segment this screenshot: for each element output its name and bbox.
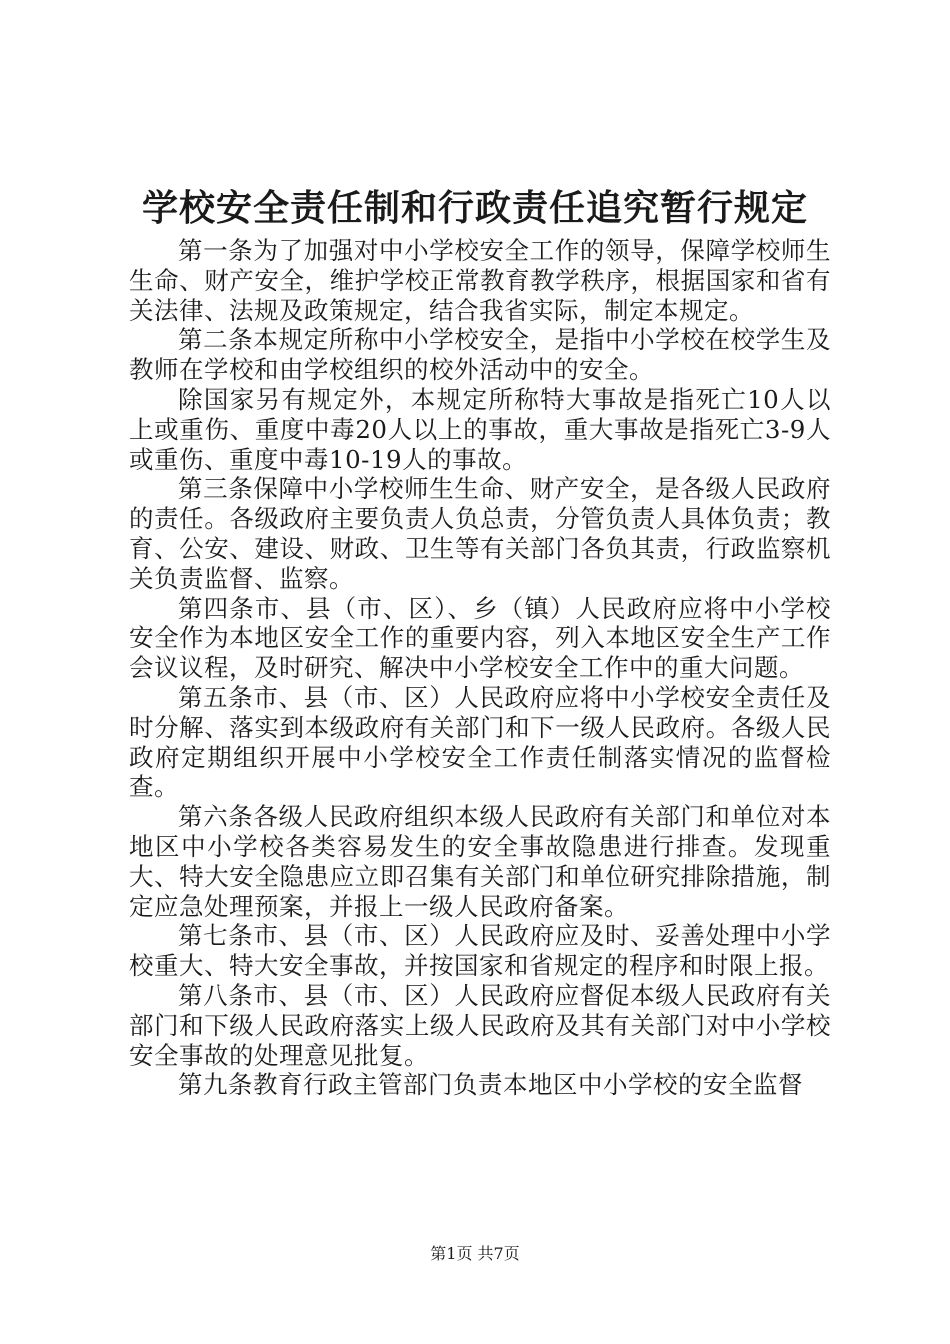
paragraph-article-5: 第五条市、县（市、区）人民政府应将中小学校安全责任及时分解、落实到本级政府有关部门和下一级人民政府。各级人民政府定期组织开展中小学校安全工作责任制落实情况的监督检查。: [129, 682, 831, 802]
paragraph-article-3: 第三条保障中小学校师生生命、财产安全，是各级人民政府的责任。各级政府主要负责人负总责，分管负责人具体负责；教育、公安、建设、财政、卫生等有关部门各负其责，行政监察机关负责监督、监察。: [129, 474, 831, 593]
paragraph-article-6: 第六条各级人民政府组织本级人民政府有关部门和单位对本地区中小学校各类容易发生的安全事故隐患进行排查。发现重大、特大安全隐患应立即召集有关部门和单位研究排除措施，制定应急处理预案，并报上一级人民政府备案。: [129, 802, 831, 921]
document-title: 学校安全责任制和行政责任追究暂行规定: [141, 187, 808, 229]
paragraph-article-9: 第九条教育行政主管部门负责本地区中小学校的安全监督: [178, 1070, 803, 1100]
paragraph-article-8: 第八条市、县（市、区）人民政府应督促本级人民政府有关部门和下级人民政府落实上级人民政府及其有关部门对中小学校安全事故的处理意见批复。: [129, 980, 831, 1070]
document-body: [129, 236, 831, 1100]
paragraph-accident-definition: 除国家另有规定外，本规定所称特大事故是指死亡10人以上或重伤、重度中毒20人以上的事故，重大事故是指死亡3-9人或重伤、重度中毒10-19人的事故。: [129, 384, 831, 474]
paragraph-article-7: 第七条市、县（市、区）人民政府应及时、妥善处理中小学校重大、特大安全事故，并按国家和省规定的程序和时限上报。: [129, 921, 831, 981]
page-number-footer: 第1页 共7页: [430, 1244, 520, 1263]
paragraph-article-4: 第四条市、县（市、区）、乡（镇）人民政府应将中小学校安全作为本地区安全工作的重要内容，列入本地区安全生产工作会议议程，及时研究、解决中小学校安全工作中的重大问题。: [129, 593, 831, 683]
paragraph-article-2: 第二条本规定所称中小学校安全，是指中小学校在校学生及教师在学校和由学校组织的校外活动中的安全。: [129, 325, 831, 385]
paragraph-article-1: 第一条为了加强对中小学校安全工作的领导，保障学校师生生命、财产安全，维护学校正常教育教学秩序，根据国家和省有关法律、法规及政策规定，结合我省实际，制定本规定。: [129, 236, 831, 325]
